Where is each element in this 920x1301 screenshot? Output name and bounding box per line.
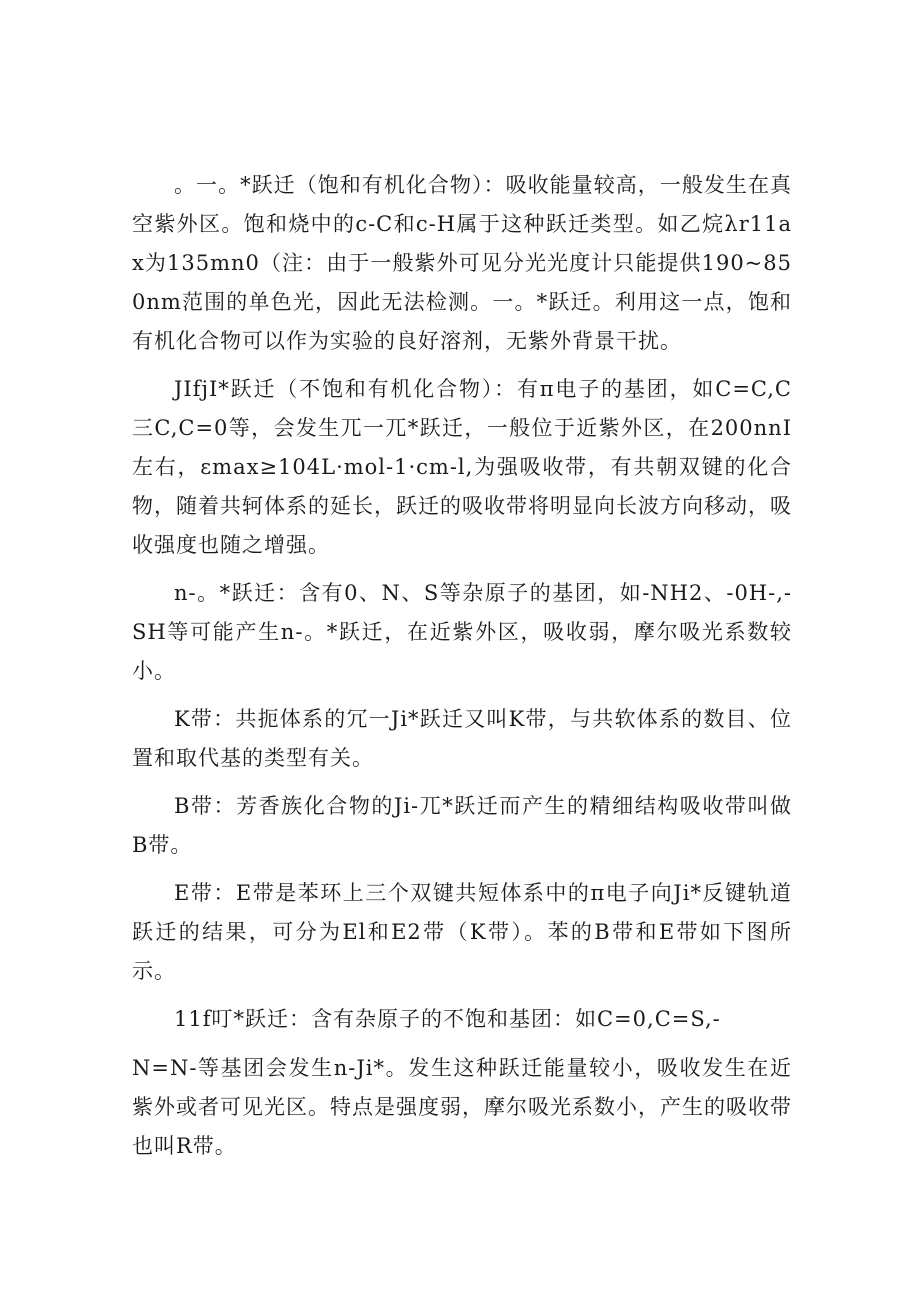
paragraph-k-band: K带：共扼体系的冗一Ji*跃迁又叫K带，与共软体系的数目、位置和取代基的类型有关。 [132, 707, 792, 770]
paragraph-pi-transition: JIfjI*跃迁（不饱和有机化合物）：有π电子的基团，如C=C,C三C,C=0等，会发生兀一兀*跃迁，一般位于近紫外区，在200nnI左右，εmax≥104L·mol-1·cm-l,为强吸收带，有共朝双键的化合物，随着共轲体系的延长，跃迁的吸收带将明显向长波方向移动，吸收强度也随之增强。 [132, 377, 792, 557]
document-body [132, 166, 792, 1175]
paragraph-n-pi-transition-intro: 11f叮*跃迁：含有杂原子的不饱和基团：如C=0,C=S,- [174, 1007, 721, 1031]
paragraph-b-band: B带：芳香族化合物的Ji-兀*跃迁而产生的精细结构吸收带叫做B带。 [132, 794, 792, 857]
paragraph-n-pi-transition-body: N=N-等基团会发生n-Ji*。发生这种跃迁能量较小，吸收发生在近紫外或者可见光区。特点是强度弱，摩尔吸光系数小，产生的吸收带也叫R带。 [132, 1056, 792, 1158]
paragraph-e-band: E带：E带是苯环上三个双键共短体系中的π电子向Ji*反键轨道跃迁的结果，可分为El和E2带（K带）。苯的B带和E带如下图所示。 [132, 881, 792, 983]
paragraph-n-sigma-transition: n-。*跃迁：含有0、N、S等杂原子的基团，如-NH2、-0H-,-SH等可能产生n-。*跃迁，在近紫外区，吸收弱，摩尔吸光系数较小。 [132, 581, 792, 683]
paragraph-sigma-transition: 。一。*跃迁（饱和有机化合物）：吸收能量较高，一般发生在真空紫外区。饱和烧中的c-C和c-H属于这种跃迁类型。如乙烷λr11ax为135mn0（注：由于一般紫外可见分光光度计只能提供190~850nm范围的单色光，因此无法检测。一。*跃迁。利用这一点，饱和有机化合物可以作为实验的良好溶剂，无紫外背景干扰。 [132, 173, 792, 353]
